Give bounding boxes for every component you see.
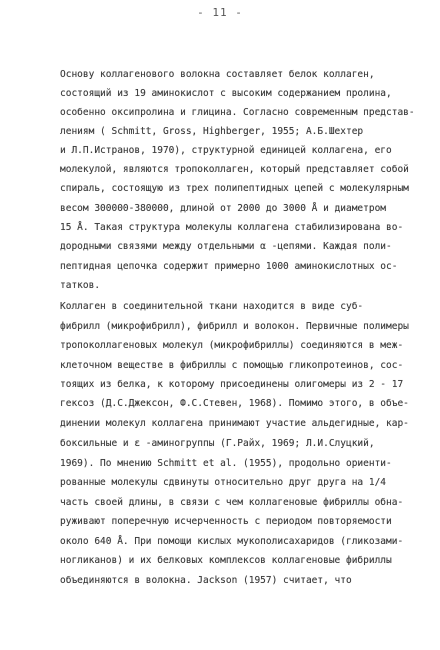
page-number: - 11 -: [197, 6, 243, 19]
text-line: молекулой, являются тропоколлаген, который представляет собой: [60, 164, 409, 175]
text-line: и Л.П.Истранов, 1970), структурной единицей коллагена, его: [60, 145, 392, 156]
text-line: боксильные и ε -аминогруппы (Г.Райх, 1969; Л.И.Слуцкий,: [60, 438, 375, 449]
text-line: Основу коллагенового волокна составляет белок коллаген,: [60, 69, 375, 80]
text-line: особенно оксипролина и глицина. Согласно современным представ-: [60, 107, 415, 118]
text-line: клеточном веществе в фибриллы с помощью гликопротеинов, сос-: [60, 360, 404, 371]
text-line: тропоколлагеновых молекул (микрофибриллы) соединяются в меж-: [60, 340, 404, 351]
text-line: 1969). По мнению Schmitt et al. (1955), продольно ориенти-: [60, 458, 392, 469]
text-line: дородными связями между отдельными α -цепями. Каждая поли-: [60, 241, 392, 252]
text-line: лениям ( Schmitt, Gross, Highberger, 1955; А.Б.Шехтер: [60, 126, 364, 137]
text-line: часть своей длины, в связи с чем коллагеновые фибриллы обна-: [60, 497, 404, 508]
text-line: весом 300000-380000, длиной от 2000 до 3000 Å и диаметром: [60, 203, 387, 214]
text-line: около 640 Å. При помощи кислых мукополисахаридов (гликозами-: [60, 536, 404, 547]
text-line: 15 Å. Такая структура молекулы коллагена стабилизирована во-: [60, 222, 404, 233]
text-line: спираль, состоящую из трех полипептидных цепей с молекулярным: [60, 183, 409, 194]
text-line: Коллаген в соединительной ткани находится в виде суб-: [60, 301, 364, 312]
text-line: татков.: [60, 280, 101, 291]
text-line: руживают поперечную исчерченность с периодом повторяемости: [60, 516, 392, 527]
text-line: фибрилл (микрофибрилл), фибрилл и волокон. Первичные полимеры: [60, 321, 409, 332]
text-line: состоящий из 19 аминокислот с высоким содержанием пролина,: [60, 88, 392, 99]
text-line: тоящих из белка, к которому присоединены олигомеры из 2 - 17: [60, 379, 404, 390]
text-line: ногликанов) и их белковых комплексов коллагеновые фибриллы: [60, 555, 392, 566]
text-line: динении молекул коллагена принимают участие альдегидные, кар-: [60, 418, 409, 429]
text-line: объединяются в волокна. Jackson (1957) считает, что: [60, 575, 352, 586]
text-line: рованные молекулы сдвинуты относительно друг друга на 1/4: [60, 477, 387, 488]
text-line: пептидная цепочка содержит примерно 1000 аминокислотных ос-: [60, 261, 398, 272]
text-line: гексоз (Д.С.Джексон, Ф.С.Стевен, 1968). Помимо этого, в объе-: [60, 398, 409, 409]
